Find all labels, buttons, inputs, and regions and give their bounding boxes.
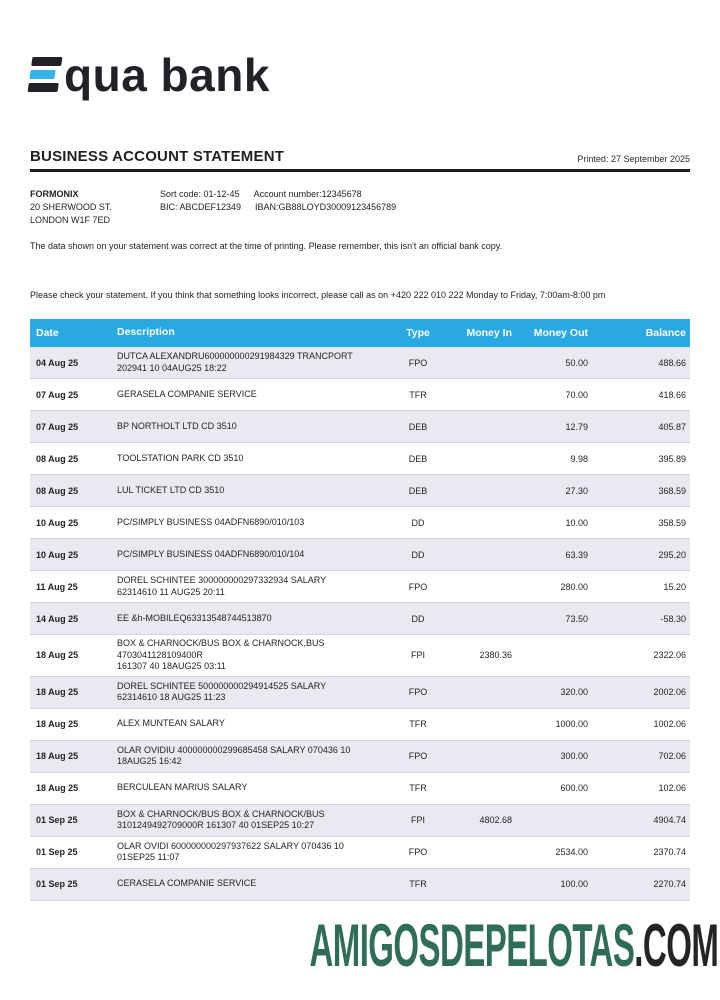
cell-money-out: 320.00 (560, 687, 588, 697)
table-row (30, 411, 690, 443)
cell-type: FPO (408, 751, 428, 761)
cell-description: OLAR OVIDI 600000000297937622 SALARY 070436 10 01SEP25 11:07 (117, 840, 344, 862)
table-row (30, 539, 690, 571)
table-row (30, 507, 690, 539)
cell-money-in: 2380.36 (479, 650, 512, 661)
cell-date: 10 Aug 25 (36, 549, 79, 560)
cell-balance: 4904.74 (653, 815, 686, 825)
cell-type: DD (411, 613, 425, 624)
cell-type: DD (411, 517, 425, 528)
logo-e-bar-bottom (28, 83, 59, 92)
cell-description: GERASELA COMPANIE SERVICE (117, 388, 257, 399)
table-row (30, 571, 690, 603)
cell-balance: 2322.06 (653, 650, 686, 661)
logo-e-icon (28, 57, 63, 92)
cell-money-out: 63.39 (565, 549, 588, 560)
cell-date: 10 Aug 25 (36, 517, 79, 528)
cell-type: FPI (410, 815, 425, 825)
cell-money-out: 73.50 (565, 613, 588, 624)
account-holder-name: FORMONIX (30, 189, 79, 199)
cell-description: LUL TICKET LTD CD 3510 (117, 484, 225, 495)
cell-type: TFR (409, 389, 427, 400)
cell-date: 08 Aug 25 (36, 453, 79, 464)
cell-date: 01 Sep 25 (36, 815, 78, 825)
table-row (30, 677, 690, 709)
cell-money-out: 10.00 (565, 517, 588, 528)
watermark-suffix: .COM (634, 912, 718, 979)
cell-money-out: 50.00 (565, 357, 588, 368)
cell-type: DEB (408, 485, 428, 496)
table-row (30, 741, 690, 773)
cell-date: 18 Aug 25 (36, 687, 79, 697)
cell-description: DUTCA ALEXANDRU600000000291984329 TRANCPORT 202941 10 04AUG25 18:22 (117, 351, 353, 373)
sort-code: Sort code: 01-12-45 (160, 189, 240, 199)
cell-date: 07 Aug 25 (36, 389, 79, 400)
cell-money-out: 27.30 (565, 485, 588, 496)
watermark (309, 912, 718, 979)
cell-balance: 1002.06 (653, 719, 686, 729)
cell-date: 18 Aug 25 (36, 751, 79, 761)
printed-date: Printed: 27 September 2025 (577, 154, 690, 164)
account-number: Account number:12345678 (253, 189, 362, 199)
cell-type: FPO (408, 687, 428, 697)
cell-type: DEB (408, 453, 428, 464)
title-divider (30, 169, 690, 172)
cell-balance: 368.59 (658, 485, 686, 496)
cell-balance: 2002.06 (653, 687, 686, 697)
logo-e-bar-top (31, 57, 62, 66)
cell-balance: 488.66 (658, 357, 686, 368)
cell-description: BP NORTHOLT LTD CD 3510 (117, 420, 237, 431)
cell-money-out: 280.00 (560, 581, 588, 592)
transactions-table (30, 319, 690, 901)
cell-description: OLAR OVIDIU 400000000299685458 SALARY 070436 10 18AUG25 16:42 (117, 744, 351, 766)
cell-balance: -58.30 (660, 613, 686, 624)
cell-date: 01 Sep 25 (36, 847, 78, 857)
cell-type: FPI (410, 650, 425, 661)
cell-date: 18 Aug 25 (36, 719, 79, 729)
cell-description: CERASELA COMPANIE SERVICE (117, 878, 257, 889)
table-row (30, 443, 690, 475)
logo-e-bar-middle (29, 70, 55, 79)
cell-type: DD (411, 549, 425, 560)
cell-balance: 295.20 (658, 549, 686, 560)
logo-text: qua bank (64, 49, 270, 101)
cell-description: EE &h-MOBILEQ63313548744513870 (117, 612, 272, 623)
cell-money-out: 600.00 (560, 783, 588, 793)
cell-type: TFR (409, 783, 427, 793)
cell-description: DOREL SCHINTEE 500000000294914525 SALARY 62314610 18 AUG25 11:23 (117, 680, 327, 702)
iban: IBAN:GB88LOYD30009123456789 (255, 202, 397, 212)
column-header-money-in: Money In (466, 327, 512, 339)
cell-description: BERCULEAN MARIUS SALARY (117, 782, 248, 793)
column-header-type: Type (406, 327, 430, 339)
cell-type: TFR (409, 719, 427, 729)
cell-money-out: 300.00 (560, 751, 588, 761)
cell-date: 11 Aug 25 (36, 581, 78, 592)
cell-type: DEB (408, 421, 428, 432)
bank-logo (30, 46, 690, 101)
table-row (30, 379, 690, 411)
cell-date: 07 Aug 25 (36, 421, 79, 432)
cell-date: 01 Sep 25 (36, 879, 78, 889)
cell-balance: 702.06 (658, 751, 686, 761)
cell-money-out: 9.98 (570, 453, 588, 464)
statement-title: BUSINESS ACCOUNT STATEMENT (30, 148, 285, 165)
table-row (30, 603, 690, 635)
account-address-line2: LONDON W1F 7ED (30, 215, 111, 225)
cell-balance: 405.87 (658, 421, 686, 432)
cell-type: FPO (408, 581, 428, 592)
cell-description: BOX & CHARNOCK/BUS BOX & CHARNOCK/BUS 3101249492709000R 161307 40 01SEP25 10:27 (117, 808, 325, 830)
cell-money-out: 12.79 (565, 421, 588, 432)
cell-description: ALEX MUNTEAN SALARY (117, 718, 225, 729)
cell-type: FPO (408, 357, 428, 368)
cell-money-out: 100.00 (560, 879, 588, 889)
cell-date: 14 Aug 25 (36, 613, 79, 624)
cell-balance: 2370.74 (653, 847, 686, 857)
cell-description: TOOLSTATION PARK CD 3510 (117, 452, 244, 463)
cell-date: 04 Aug 25 (36, 357, 79, 368)
cell-money-out: 1000.00 (555, 719, 588, 729)
table-row (30, 475, 690, 507)
statement-note: The data shown on your statement was correct at the time of printing. Please remember, this isn't an official bank copy. (30, 241, 503, 251)
table-row (30, 805, 690, 837)
table-row (30, 709, 690, 741)
watermark-main: AMIGOSDEPELOTAS (309, 912, 635, 979)
table-row (30, 347, 690, 379)
table-body (30, 347, 690, 901)
cell-date: 18 Aug 25 (36, 783, 79, 793)
cell-type: FPO (408, 847, 428, 857)
cell-date: 08 Aug 25 (36, 485, 79, 496)
cell-description: DOREL SCHINTEE 300000000297332934 SALARY 62314610 11 AUG25 20:11 (117, 575, 327, 597)
cell-description: BOX & CHARNOCK/BUS BOX & CHARNOCK,BUS 4703041128109400R 161307 40 18AUG25 03:11 (117, 638, 325, 671)
cell-type: TFR (409, 879, 427, 889)
table-row (30, 635, 690, 677)
table-row (30, 869, 690, 901)
cell-balance: 418.66 (658, 389, 686, 400)
cell-date: 18 Aug 25 (36, 650, 79, 661)
cell-balance: 358.59 (658, 517, 686, 528)
cell-balance: 102.06 (658, 783, 686, 793)
cell-description: PC/SIMPLY BUSINESS 04ADFN6890/010/103 (117, 516, 305, 527)
column-header-date: Date (36, 327, 59, 339)
title-row (30, 148, 690, 165)
cell-money-in: 4802.68 (479, 815, 512, 825)
table-row (30, 773, 690, 805)
cell-balance: 2270.74 (653, 879, 686, 889)
cell-balance: 395.89 (658, 453, 686, 464)
table-row (30, 837, 690, 869)
account-address-block (30, 188, 160, 227)
cell-balance: 15.20 (663, 581, 686, 592)
cell-description: PC/SIMPLY BUSINESS 04ADFN6890/010/104 (117, 548, 305, 559)
cell-money-out: 70.00 (565, 389, 588, 400)
account-address-line1: 20 SHERWOOD ST. (30, 202, 112, 212)
column-header-balance: Balance (645, 327, 686, 339)
contact-note: Please check your statement. If you think that something looks incorrect, please call as on +420 222 010 222 Monday to Friday, 7:00am-8:00 pm (30, 290, 606, 300)
account-numbers-block (160, 188, 396, 227)
account-info (30, 188, 690, 227)
column-header-description: Description (117, 326, 175, 339)
bic: BIC: ABCDEF12349 (160, 202, 242, 212)
table-header (30, 319, 690, 347)
column-header-money-out: Money Out (533, 327, 588, 339)
cell-money-out: 2534.00 (555, 847, 588, 857)
